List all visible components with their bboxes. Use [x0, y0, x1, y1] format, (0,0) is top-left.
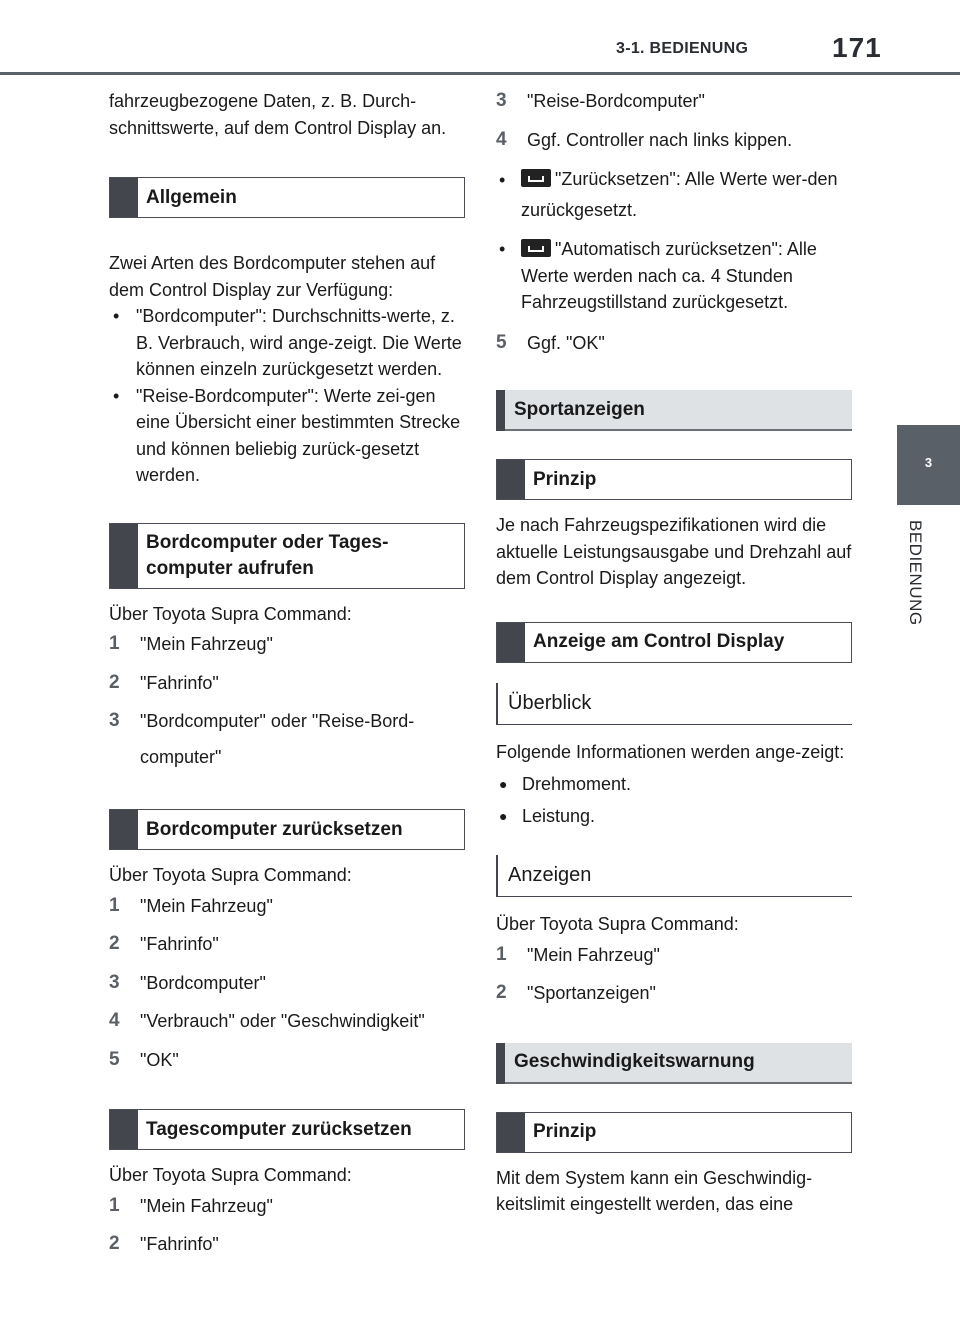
chapter-vertical-label: BEDIENUNG — [906, 520, 925, 626]
bullet-dot: ● — [499, 776, 508, 792]
step-number: 2 — [109, 933, 120, 954]
step-text: "Fahrinfo" — [140, 934, 219, 954]
bullet: • — [499, 239, 506, 259]
step-text: "Mein Fahrzeug" — [140, 634, 273, 654]
step-text: "Sportanzeigen" — [527, 983, 656, 1003]
step-item — [496, 980, 852, 1007]
step-text: "Bordcomputer" — [140, 972, 266, 993]
step-text: "Mein Fahrzeug" — [527, 944, 660, 965]
auto-reset-icon — [521, 239, 551, 257]
step-text: "Verbrauch" oder "Geschwindigkeit" — [140, 1011, 425, 1031]
step-text: Ggf. Controller nach links kippen. — [527, 129, 793, 150]
command-text: Über Toyota Supra Command: — [109, 1165, 352, 1185]
step-text: "Reise-Bordcomputer" — [527, 91, 705, 111]
step-item — [109, 970, 465, 997]
heading-anzeige-control-display: Anzeige am Control Display — [496, 622, 852, 663]
banner-geschwindigkeitswarnung: Geschwindigkeitswarnung — [496, 1043, 852, 1084]
list-item-text: Drehmoment. — [522, 774, 632, 794]
step-item — [109, 893, 465, 920]
command-text: Über Toyota Supra Command: — [109, 603, 352, 624]
step-item — [109, 708, 465, 775]
command-text: Über Toyota Supra Command: — [109, 865, 352, 885]
reset-icon — [521, 169, 551, 187]
command-text: Über Toyota Supra Command: — [496, 914, 739, 934]
list-item-body — [521, 236, 852, 316]
step-text: "Mein Fahrzeug" — [140, 895, 273, 916]
intro-text: fahrzeugbezogene Daten, z. B. Durch-schnittswerte, auf dem Control Display an. — [109, 91, 447, 138]
step-item — [496, 127, 852, 154]
step-text: "Bordcomputer" oder "Reise-Bord-computer" — [140, 711, 415, 767]
step-item — [109, 1047, 465, 1074]
list-item — [496, 236, 852, 316]
step-text: "Fahrinfo" — [140, 672, 219, 693]
step-text: "Mein Fahrzeug" — [140, 1195, 273, 1216]
heading-tagescomputer-zuruecksetzen: Tagescomputer zurücksetzen — [109, 1109, 465, 1150]
step-number: 4 — [109, 1010, 120, 1031]
ueberblick-text: Folgende Informationen werden ange-zeigt: — [496, 741, 845, 762]
heading-bordcomputer-aufrufen: Bordcomputer oder Tages-computer aufrufen — [109, 523, 465, 589]
step-item — [496, 942, 852, 969]
step-number: 2 — [109, 1233, 120, 1254]
step-number: 5 — [496, 331, 507, 353]
bullet: • — [499, 170, 506, 190]
step-item — [109, 1231, 465, 1258]
step-number: 3 — [496, 90, 507, 111]
step-item — [109, 931, 465, 958]
page-number: 171 — [832, 32, 882, 63]
step-item — [496, 330, 852, 357]
prinzip-text: Je nach Fahrzeugspezifikationen wird die aktuelle Leistungsausgabe und Drehzahl auf dem Control Display angezeigt. — [496, 515, 852, 588]
header-rule — [0, 72, 960, 75]
list-item: • "Reise-Bordcomputer": Werte zei-gen eine Übersicht einer bestimmten Strecke und können beliebig zurück-gesetzt werden. — [109, 383, 465, 489]
chapter-tab: 3 — [897, 425, 960, 505]
step-number: 1 — [496, 943, 507, 965]
list-item-body — [521, 164, 852, 226]
list-item-text: Leistung. — [522, 805, 596, 826]
step-text: Ggf. "OK" — [527, 332, 605, 353]
step-item — [109, 670, 465, 697]
step-item — [496, 88, 852, 115]
step-number: 3 — [109, 710, 120, 731]
step-item — [109, 631, 465, 658]
banner-sportanzeigen: Sportanzeigen — [496, 390, 852, 431]
list-item-text: "Automatisch zurücksetzen": Alle Werte werden nach ca. 4 Stunden Fahrzeugstillstand zurückgesetzt. — [521, 239, 817, 312]
section-label: 3-1. BEDIENUNG — [616, 40, 749, 57]
step-number: 3 — [109, 971, 120, 993]
step-number: 2 — [496, 982, 507, 1003]
heading-prinzip: Prinzip — [496, 1112, 852, 1153]
list-item: • "Bordcomputer": Durchschnitts-werte, z. B. Verbrauch, wird ange-zeigt. Die Werte können einzeln zurückgesetzt werden. — [109, 303, 465, 383]
left-column — [109, 88, 465, 1270]
heading-prinzip: Prinzip — [496, 459, 852, 500]
step-number: 2 — [109, 671, 120, 693]
step-number: 5 — [109, 1048, 120, 1070]
step-number: 4 — [496, 128, 507, 150]
step-number: 1 — [109, 633, 120, 654]
heading-allgemein: Allgemein — [109, 177, 465, 218]
subheading-ueberblick: Überblick — [496, 683, 852, 725]
list-item — [496, 803, 852, 830]
list-item — [496, 167, 852, 226]
step-text: "Fahrinfo" — [140, 1234, 219, 1254]
general-text: Zwei Arten des Bordcomputer stehen auf dem Control Display zur Verfügung: — [109, 253, 436, 300]
step-item — [109, 1008, 465, 1035]
list-item-text: "Zurücksetzen": Alle Werte wer-den zurückgesetzt. — [521, 169, 838, 220]
right-column — [496, 88, 852, 1218]
step-number: 1 — [109, 894, 120, 916]
list-item — [496, 771, 852, 798]
bullet-dot: ● — [499, 807, 508, 824]
step-number: 1 — [109, 1194, 120, 1216]
heading-bordcomputer-zuruecksetzen: Bordcomputer zurücksetzen — [109, 809, 465, 850]
step-item — [109, 1193, 465, 1220]
step-text: "OK" — [140, 1049, 179, 1070]
subheading-anzeigen: Anzeigen — [496, 855, 852, 897]
prinzip-text: Mit dem System kann ein Geschwindig-keitslimit eingestellt werden, das eine — [496, 1167, 813, 1214]
